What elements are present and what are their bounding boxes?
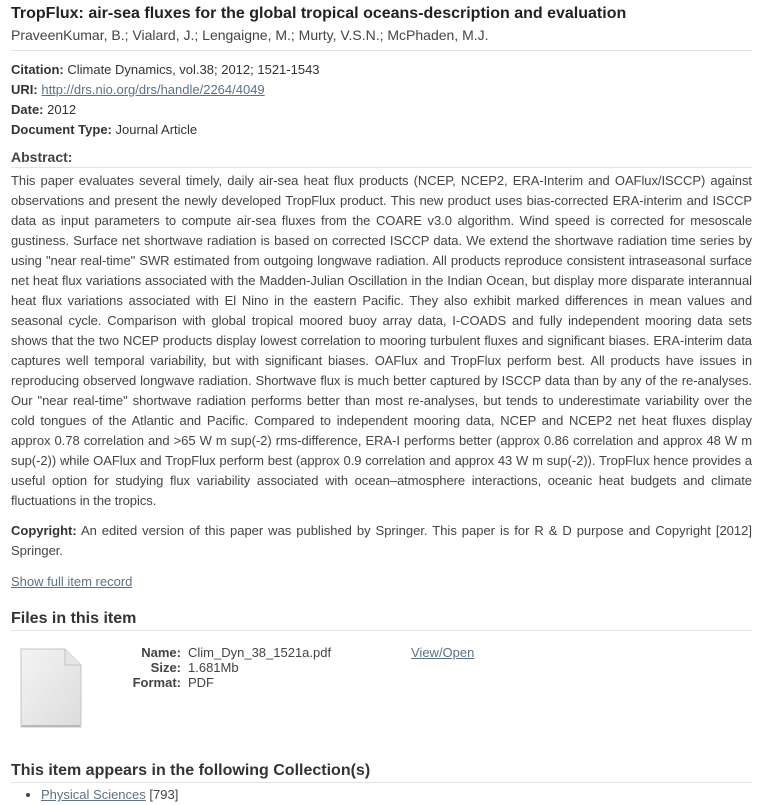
citation-row: [11, 60, 752, 80]
abstract-heading: Abstract:: [11, 147, 752, 168]
copyright-label: Copyright:: [11, 523, 77, 538]
collection-count: [793]: [149, 787, 179, 802]
copyright-text: An edited version of this paper was published by Springer. This paper is for R & D purpose and Copyright [2012] Springer.: [11, 523, 752, 558]
file-format-row: [106, 675, 331, 690]
view-open-link[interactable]: View/Open: [411, 645, 475, 660]
doctype-value: Journal Article: [115, 122, 198, 137]
item-title: TropFlux: air-sea fluxes for the global tropical oceans-description and evaluation: [11, 5, 627, 22]
collection-link[interactable]: Physical Sciences: [41, 787, 146, 802]
doctype-row: [11, 120, 752, 140]
file-info: [106, 645, 331, 690]
file-name-row: [106, 645, 331, 660]
uri-link[interactable]: http://drs.nio.org/drs/handle/2264/4049: [41, 82, 265, 97]
file-format-label: Format:: [132, 675, 181, 690]
copyright-block: [11, 521, 752, 561]
files-heading: Files in this item: [11, 609, 752, 631]
date-value: 2012: [47, 102, 77, 117]
file-name-label: Name:: [141, 645, 181, 660]
file-size-label: Size:: [150, 660, 181, 675]
file-size-value: 1.681Mb: [188, 660, 239, 675]
date-label: Date:: [11, 102, 44, 117]
item-authors: PraveenKumar, B.; Vialard, J.; Lengaigne, M.; Murty, V.S.N.; McPhaden, M.J.: [11, 25, 752, 51]
date-row: [11, 100, 752, 120]
doctype-label: Document Type:: [11, 122, 112, 137]
citation-value: Climate Dynamics, vol.38; 2012; 1521-1543: [67, 62, 320, 77]
uri-row: [11, 80, 752, 100]
collections-heading: This item appears in the following Collection(s): [11, 761, 752, 783]
citation-label: Citation:: [11, 62, 64, 77]
collections-list: [11, 785, 752, 805]
list-item: [41, 785, 752, 805]
file-name-value: Clim_Dyn_38_1521a.pdf: [188, 645, 332, 660]
metadata-block: [11, 60, 752, 140]
document-icon[interactable]: [19, 647, 83, 729]
file-row: [11, 638, 752, 738]
file-size-row: [106, 660, 331, 675]
abstract-text: This paper evaluates several timely, daily air-sea heat flux products (NCEP, NCEP2, ERA-Interim and OAFlux/ISCCP) against observations and present the newly developed TropFlux product. This new product uses bias-corrected ERA-interim and ISCCP data as input parameters to compute air-sea fluxes from the COARE v3.0 algorithm. Wind speed is corrected for mesoscale gustiness. Surface net shortwave radiation is based on corrected ISCCP data. We extend the shortwave radiation time series by using "near real-time" SWR estimated from outgoing longwave radiation. All products reproduce consistent intraseasonal surface net heat flux variations associated with the Madden-Julian Oscillation in the Indian Ocean, but display more disparate interannual heat flux variations associated with El Nino in the eastern Pacific. They also exhibit marked differences in mean values and seasonal cycle. Comparison with global tropical moored buoy array data, I-COADS and fully independent mooring data sets shows that the two NCEP products display lowest correlation to mooring turbulent fluxes and significant biases. ERA-interim data captures well temporal variability, but with significant biases. OAFlux and TropFlux perform best. All products have issues in reproducing observed longwave radiation. Shortwave flux is much better captured by ISCCP data than by any of the re-analyses. Our "near real-time" shortwave radiation performs better than most re-analyses, but tends to underestimate variability over the cold tongues of the Atlantic and Pacific. Compared to independent mooring data, NCEP and NCEP2 net heat fluxes display approx 0.78 correlation and >65 W m sup(-2) rms-difference, ERA-I performs better (approx 0.86 correlation and approx 48 W m sup(-2)) while OAFlux and TropFlux perform best (approx 0.9 correlation and approx 43 W m sup(-2)). TropFlux hence provides a useful option for studying flux variability associated with ocean–atmosphere interactions, oceanic heat budgets and climate fluctuations in the tropics.: [11, 173, 752, 508]
file-format-value: PDF: [188, 675, 214, 690]
show-full-record-link[interactable]: Show full item record: [11, 574, 133, 589]
uri-label: URI:: [11, 82, 38, 97]
